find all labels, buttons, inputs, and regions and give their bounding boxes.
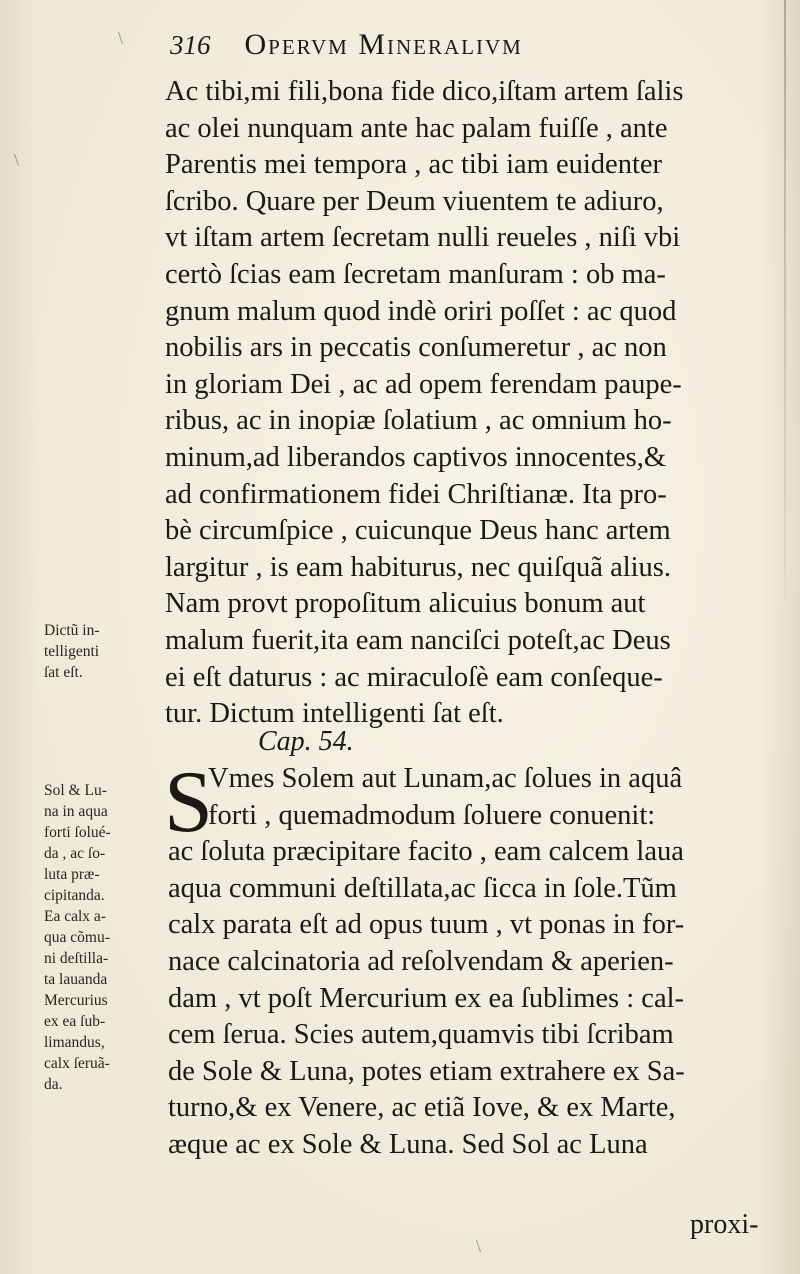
- chapter-heading: Cap. 54.: [258, 726, 354, 757]
- text-line: ſcribo. Quare per Deum viuentem te adiuro,: [165, 185, 664, 217]
- margin-note-line: luta præ-: [44, 866, 100, 883]
- text-line: ac ſoluta præcipitare facito , eam calcem laua: [168, 836, 684, 868]
- text-line: forti , quemadmodum ſoluere conuenit:: [208, 799, 656, 831]
- text-line: certò ſcias eam ſecretam manſuram : ob ma-: [165, 258, 666, 290]
- margin-note-line: da.: [44, 1076, 63, 1093]
- margin-note-line: Ea calx a-: [44, 908, 106, 925]
- margin-note-line: ni deſtilla-: [44, 950, 109, 967]
- text-line: bè circumſpice , cuicunque Deus hanc artem: [165, 515, 671, 547]
- chapter-text-block: [168, 761, 800, 1164]
- text-line: ad confirmationem fidei Chriſtianæ. Ita pro-: [165, 478, 667, 510]
- text-line: turno,& ex Venere, ac etiã Iove, & ex Marte,: [168, 1092, 676, 1124]
- ink-mark: \: [14, 150, 20, 170]
- text-line: minum,ad liberandos captivos innocentes,&: [165, 441, 667, 473]
- text-line: de Sole & Luna, potes etiam extrahere ex Sa-: [168, 1055, 685, 1087]
- margin-note-line: Sol & Lu-: [44, 782, 107, 799]
- margin-note-sol-luna: [44, 780, 144, 1095]
- text-line: Ac tibi,mi fili,bona fide dico,iſtam artem ſalis: [165, 76, 684, 107]
- margin-note-line: telligenti: [44, 643, 100, 660]
- text-line: gnum malum quod indè oriri poſſet : ac quod: [165, 295, 677, 327]
- margin-note-line: cipitanda.: [44, 887, 105, 904]
- text-line: cem ſerua. Scies autem,quamvis tibi ſcribam: [168, 1019, 674, 1051]
- margin-note-line: da , ac ſo-: [44, 845, 106, 862]
- margin-note-line: na in aqua: [44, 803, 108, 820]
- text-line: æque ac ex Sole & Luna. Sed Sol ac Luna: [168, 1128, 648, 1160]
- catchword: proxi-: [690, 1209, 759, 1240]
- main-text-block: [165, 74, 800, 733]
- margin-note-line: ſat eſt.: [44, 664, 83, 681]
- ink-mark: \: [476, 1236, 482, 1256]
- margin-note-line: calx ſeruã-: [44, 1055, 110, 1072]
- page-number: 316: [170, 30, 211, 60]
- ink-mark: \: [118, 28, 124, 48]
- text-line: ac olei nunquam ante hac palam fuiſſe , ante: [165, 112, 668, 144]
- text-line: nace calcinatoria ad reſolvendam & aperien-: [168, 945, 674, 977]
- text-line: tur. Dictum intelligenti ſat eſt.: [165, 698, 504, 730]
- text-line: Vmes Solem aut Lunam,ac ſolues in aquâ: [208, 763, 683, 794]
- text-line: malum fuerit,ita eam nanciſci poteſt,ac Deus: [165, 624, 671, 656]
- text-line: in gloriam Dei , ac ad opem ferendam paupe-: [165, 368, 682, 400]
- margin-note-line: forti ſolué-: [44, 824, 111, 841]
- margin-note-line: Mercurius: [44, 992, 108, 1009]
- margin-note-line: ta lauanda: [44, 971, 108, 988]
- text-line: aqua communi deſtillata,ac ſicca in ſole.Tũm: [168, 872, 677, 904]
- running-head: Opervm Mineralivm: [244, 28, 523, 61]
- text-line: nobilis ars in peccatis conſumeretur , ac non: [165, 332, 667, 364]
- margin-note-line: Dictũ in-: [44, 622, 100, 639]
- text-line: vt iſtam artem ſecretam nulli reueles , niſi vbi: [165, 222, 681, 254]
- page-header: [170, 28, 730, 72]
- text-line: Parentis mei tempora , ac tibi iam euidenter: [165, 149, 662, 181]
- text-line: ei eſt daturus : ac miraculoſè eam conſeque-: [165, 661, 663, 693]
- text-line: ribus, ac in inopiæ ſolatium , ac omnium ho-: [165, 405, 672, 437]
- text-line: calx parata eſt ad opus tuum , vt ponas in for-: [168, 909, 685, 941]
- text-line: largitur , is eam habiturus, nec quiſquã alius.: [165, 551, 672, 583]
- text-line: dam , vt poſt Mercurium ex ea ſublimes : cal-: [168, 982, 685, 1014]
- margin-note-line: limandus,: [44, 1034, 105, 1051]
- margin-note-dictum: [44, 620, 144, 683]
- margin-note-line: qua cõmu-: [44, 929, 110, 946]
- text-line: Nam provt propoſitum alicuius bonum aut: [165, 588, 646, 620]
- drop-cap: S: [164, 754, 213, 851]
- margin-note-line: ex ea ſub-: [44, 1013, 106, 1030]
